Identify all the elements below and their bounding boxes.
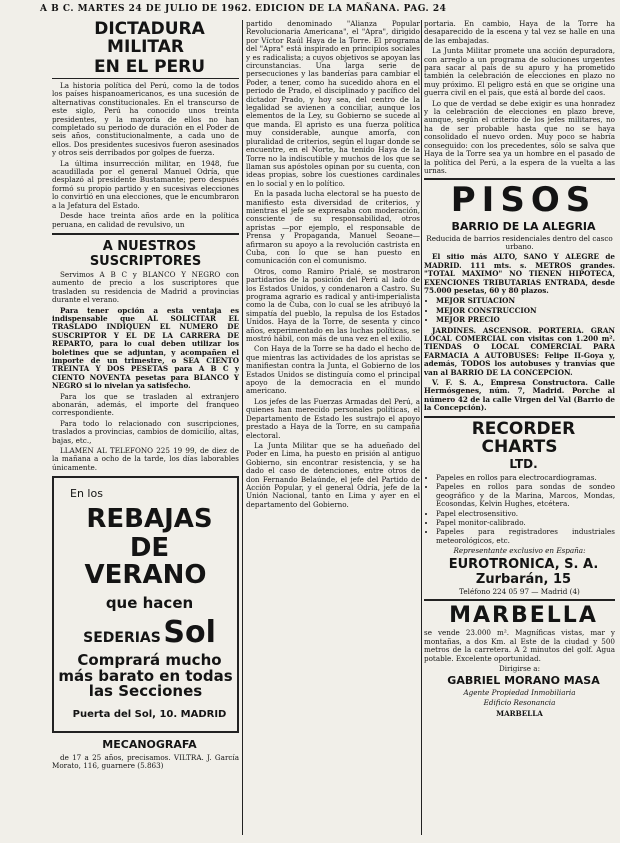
paragraph: portaria. En cambio, Haya de la Torre ha desaparecido de la escena y tal vez se halle en una de las embajadas. xyxy=(424,20,615,45)
paragraph: Los jefes de las Fuerzas Armadas del Perú, a quienes han merecido personales políticas, el Departamento de Estado les sustrajo el apoyo prestado a Haya de la Torre, en su campaña electoral. xyxy=(246,396,420,440)
mecanografa-title: MECANOGRAFA xyxy=(102,737,197,751)
paragraph: Lo que de verdad se debe exigir es una honradez y la celebración de elecciones en plazo breve, aunque, según el criterio de los jefes militares, no ha de ser probable hasta que no se haya consolidado el nuevo orden. Muy poco se habría conseguido: con los precedentes, sólo se salva que Haya de la Torre sea ya un hombre en el pasado de la política del Perú, a la espera de la vuelta a las urnas. xyxy=(424,98,615,175)
marbella-text: se vende 23.000 m². Magníficas vistas, mar y montañas, a dos Km. al Este de la ciudad y 500 metros de la carretera. A 2 minutos del golf. Agua potable. Excelente oportunidad. xyxy=(424,628,615,663)
marbella-ad xyxy=(424,604,615,718)
list-item: • Papel electrosensitivo. xyxy=(436,510,615,518)
marbella-name: GABRIEL MORANO MASA xyxy=(447,674,600,688)
section-rule xyxy=(424,416,615,418)
title-rule xyxy=(52,78,239,79)
article-title-2: EN EL PERU xyxy=(93,57,206,77)
marbella-line2: Edificio Resonancia xyxy=(483,698,556,708)
column-divider xyxy=(242,20,243,835)
column-divider xyxy=(421,20,422,835)
ad-comprara: Comprará mucho más barato en todas las Secciones xyxy=(58,650,233,701)
list-item: • Papeles en rollos para sondas de sondeo geográfico y de la Marina, Marcos, Mondas, Ecosondas, Kelvin Hughes, etcétera. xyxy=(436,483,615,508)
list-item: • Papeles en rollos para electrocardiogramas. xyxy=(436,474,615,482)
pisos-text: El sitio más ALTO, SANO Y ALEGRE de MADRID. 111 mts. s. METROS grandes. "TOTAL MAXIMO" NO TIENEN HIPOTECA, EXENCIONES TRIBUTARIAS ENTRADA, desde 75.000 pesetas, 60 y 80 plazos. xyxy=(424,252,615,295)
article-title: DICTADURA MILITAR xyxy=(94,20,205,57)
list-item: • MEJOR PRECIO xyxy=(436,316,615,324)
marbella-title: MARBELLA xyxy=(449,603,598,629)
ad-en-los: En los xyxy=(70,487,103,501)
section-rule xyxy=(52,233,239,235)
paragraph: En la pasada lucha electoral se ha puesto de manifiesto esta diversidad de criterios, y mientras el jefe se expresaba con moderación, consciente de su responsabilidad, otros apristas —por ejemplo, el responsable de Prensa y Propaganda, Manuel Seoane— afirmaron su apoyo a la revolución castrista en Cuba, con lo que se han puesto en comunicación con el comunismo. xyxy=(246,189,420,266)
paragraph: Servimos A B C y BLANCO Y NEGRO con aumento de precio a los suscriptores que trasladen su residencia de Madrid a provincias durante el verano. xyxy=(52,269,239,305)
paragraph: La última insurrección militar, en 1948, fue acaudillada por el general Manuel Odría, que desplazó al presidente Bustamante; pero después formó su propio partido y en sucesivas elecciones lo convirtió en una elecciones, que le encumbraron a la Jefatura del Estado. xyxy=(52,158,239,210)
pisos-subtitle: BARRIO DE LA ALEGRIA xyxy=(451,220,596,233)
column-3 xyxy=(424,20,615,835)
paragraph: de 17 a 25 años, precisamos. VILTRA. J. García Morato, 116, guarnere (5.863) xyxy=(52,752,239,771)
section-rule xyxy=(424,178,615,180)
rebajas-ad xyxy=(52,476,239,732)
paragraph: Para todo lo relacionado con suscripciones, traslados a provincias, cambios de domicilio, altas, bajas, etc., xyxy=(52,418,239,445)
paragraph: Desde hace treinta años arde en la política peruana, en calidad de revulsivo, un xyxy=(52,211,239,229)
marbella-city: MARBELLA xyxy=(496,708,543,718)
paragraph: La Junta Militar que se ha adueñado del Poder en Lima, ha puesto en prisión al antiguo Gobierno, sin encontrar resistencia, y se ha dado el caso de detenciones, entre otros de don Fernando Belaúnde, el jefe del Partido de Acción Popular, y el general Odría, jefe de la Unión Nacional, tanto en Lima y ayer en el departamento del Gobierno. xyxy=(246,440,420,509)
rc-ltd: LTD. xyxy=(509,457,538,472)
pisos-title: PISOS xyxy=(450,180,597,221)
paragraph: Con Haya de la Torre se ha dado el hecho de que mientras las actividades de los apristas se manifiestan contra la Junta, el Gobierno de los Estados Unidos se distinguía como el principal apoyo de la democracia en el mundo americano. xyxy=(246,344,420,396)
paragraph: Otros, como Ramiro Prialé, se mostraron partidarios de la posición del Perú al lado de los Estados Unidos, y condenaron a Castro. Su programa agrario es radical y anti-imperialista como la de Cuba, con lo cual se les atribuyó la simpatía del pueblo, la repulsa de los Estados Unidos. Haya de la Torre, de sesenta y cinco años, experimentado en las luchas políticas, se mostró hábil, con más de una vez en el exilio. xyxy=(246,266,420,344)
pisos-bullets xyxy=(424,297,615,324)
subscribers-title: A NUESTROS SUSCRIPTORES xyxy=(89,238,202,269)
ad-de-verano: DE VERANO xyxy=(84,533,207,591)
rc-rep: Representante exclusivo en España: xyxy=(453,546,586,556)
ad-sol: Sol xyxy=(163,615,216,651)
paragraph: partido denominado "Alianza Popular Revolucionaria Americana", el "Apra", dirigido por Víctor Raúl Haya de la Torre. El programa del "Apra" está inspirado en principios sociales y es radicalista; a cuyos objetivos se apoyan las circunstancias. Una larga serie de persecuciones y las banderías para cambiar el Poder, a tener, como ha sucedido ahora en el periodo de Prado, el disciplinado y pacífico del dictador Prado, y hoy sea, del centro de la legalidad se avienen a conciliar, aunque los elementos de la Ley, su Gobierno se sucede al que manda. El apristo es una fuerza política muy considerable, aunque amorfa, con pluralidad de criterios, según el lugar donde se encuentre, en el Norte, ha tenido Haya de la Torre no la indiscutible y muchos de los que se llaman sus apóstoles opinan por su cuenta, con ideas propias, sobre los cuestiones cardinales en lo social y en lo político. xyxy=(246,20,420,188)
page-header: A B C. MARTES 24 DE JULIO DE 1962. EDICION DE LA MAÑANA. PAG. 24 xyxy=(40,4,447,14)
list-item: • Papeles para registradores industriales meteorológicos, etc. xyxy=(436,528,615,545)
paragraph: Para tener opción a esta ventaja es indispensable que AL SOLICITAR EL TRASLADO INDIQUEN EL NUMERO DE SUSCRIPTOR Y EL DE LA CARRERA DE REPARTO, para lo cual deben utilizar los boletines que se adjuntan, y acompañen el importe de un trimestre, o SEA CIENTO TREINTA Y DOS PESETAS para A B C y CIENTO NOVENTA pesetas para BLANCO Y NEGRO si lo nivelan ya satisfecho. xyxy=(52,305,239,391)
marbella-dirigirse: Dirigirse a: xyxy=(498,664,541,674)
column-1 xyxy=(52,20,239,835)
pisos-desc: Reducida de barrios residenciales dentro del casco urbano. xyxy=(426,233,613,251)
rc-phone: Teléfono 224 05 97 — Madrid (4) xyxy=(459,586,580,596)
marbella-line1: Agente Propiedad Inmobiliaria xyxy=(463,687,576,697)
ad-sederias: SEDERIAS xyxy=(83,630,161,647)
pisos-text-3: V. F. S. A., Empresa Constructora. Calle Hermósgenes, núm. 7, Madrid. Porche al número 42 de la calle Virgen del Val (Barrio de la Concepción). xyxy=(424,378,615,413)
pisos-ad xyxy=(424,180,615,413)
ad-address: Puerta del Sol, 10. MADRID xyxy=(72,709,227,721)
paragraph: Para los que se trasladen al extranjero abonarán, además, el importe del franqueo correspondiente. xyxy=(52,391,239,418)
recorder-charts-ad xyxy=(424,418,615,597)
rc-items xyxy=(424,474,615,545)
list-item: • MEJOR SITUACION xyxy=(436,297,615,305)
column-2 xyxy=(246,20,420,835)
pisos-text-2: JARDINES. ASCENSOR. PORTERIA. GRAN LOCAL COMERCIAL con visitas con 1.200 m². TIENDAS O LOCAL COMERCIAL PARA FARMACIA A AUTOBUSES: Felipe II-Goya y, además, TODOS los autobuses y tranvías que van al BARRIO DE LA CONCEPCION. xyxy=(424,325,615,377)
rc-title: RECORDER CHARTS xyxy=(471,418,576,457)
ad-rebajas: REBAJAS xyxy=(86,503,213,534)
paragraph: La historia política del Perú, como la de todos los países hispanoamericanos, es una sucesión de alternativas constitucionales. En el transcurso de este siglo, Perú ha conocido unos treinta presidentes, y la mayoría de ellos no han completado su periodo de duración en el Poder de seis años, constitucionalmente, a cada uno de ellos. Dos presidentes sucesivos fueron asesinados y otros seis derribados por golpes de fuerza. xyxy=(52,81,239,158)
ad-brand xyxy=(58,617,233,649)
list-item: • MEJOR CONSTRUCCION xyxy=(436,307,615,315)
paragraph: La Junta Militar promete una acción depuradora, con arreglo a un programa de soluciones urgentes para sacar al país de su apuro y ha prometido también la celebración de elecciones en plazo no muy próximo. El peligro está en que se origine una guerra civil en el país, que está al borde del caos. xyxy=(424,46,615,98)
ad-que-hacen: que hacen xyxy=(105,593,194,612)
list-item: • Papel monitor-calibrado. xyxy=(436,519,615,527)
paragraph: LLAMEN AL TELEFONO 225 19 99, de diez de la mañana a ocho de la tarde, los días laborables únicamente. xyxy=(52,446,239,472)
rc-company: EUROTRONICA, S. A. xyxy=(448,556,599,572)
rc-street: Zurbarán, 15 xyxy=(475,572,572,588)
section-rule xyxy=(424,599,615,601)
